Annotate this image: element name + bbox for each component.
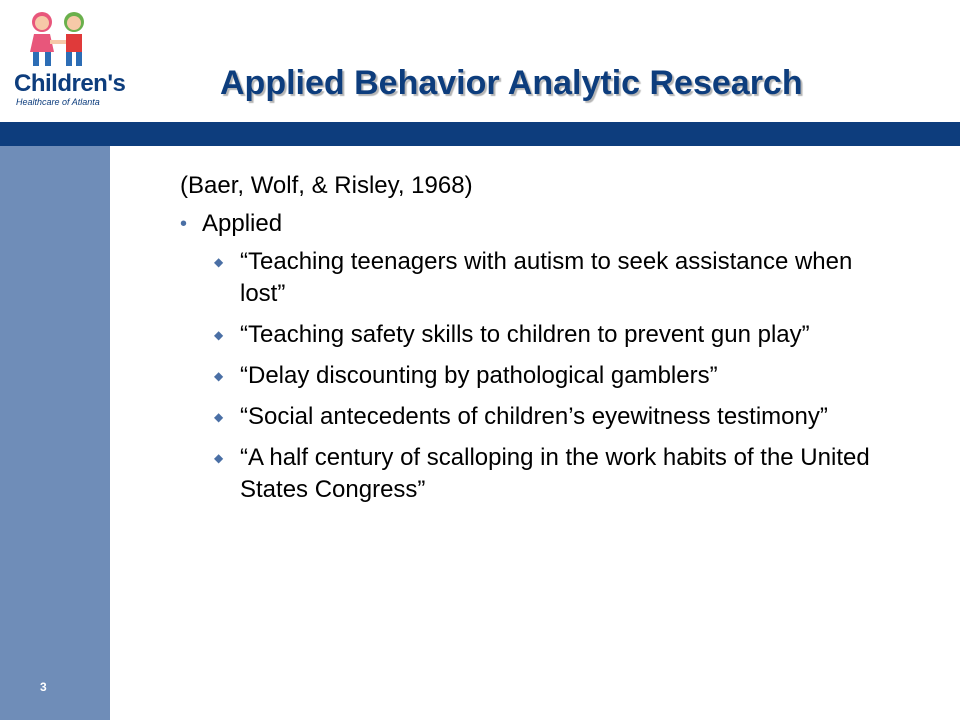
diamond-bullet-icon: ◆ [214, 410, 224, 424]
childrens-healthcare-logo [6, 8, 136, 108]
diamond-bullet-icon: ◆ [214, 255, 224, 269]
diamond-bullet-icon: ◆ [214, 369, 224, 383]
logo-tagline: Healthcare of Atlanta [16, 97, 100, 107]
header-band [0, 122, 960, 146]
sub-bullet [180, 319, 900, 351]
left-sidebar [0, 146, 110, 720]
slide-title: Applied Behavior Analytic Research [220, 64, 803, 102]
sub-bullet-text: “Delay discounting by pathological gamblers” [240, 362, 718, 389]
sub-bullet [180, 401, 900, 433]
bullet-applied [180, 208, 900, 240]
kids-figures-icon [6, 8, 136, 70]
diamond-bullet-icon: ◆ [214, 451, 224, 465]
citation: (Baer, Wolf, & Risley, 1968) [180, 172, 473, 199]
sub-bullet [180, 442, 900, 506]
sub-bullet-text: “Social antecedents of children’s eyewitness testimony” [240, 403, 828, 430]
sub-bullet-text: “A half century of scalloping in the work habits of the United States Congress” [240, 444, 870, 503]
diamond-bullet-icon: ◆ [214, 328, 224, 342]
round-bullet-icon: • [180, 213, 188, 235]
slide-number: 3 [40, 680, 47, 694]
sub-bullet [180, 246, 900, 310]
sub-bullet [180, 360, 900, 392]
bullet-label: Applied [202, 210, 283, 237]
sub-bullet-text: “Teaching teenagers with autism to seek assistance when lost” [240, 248, 853, 307]
slide-content [180, 170, 900, 515]
logo-wordmark: Children's [14, 70, 126, 97]
sub-bullet-text: “Teaching safety skills to children to prevent gun play” [240, 321, 810, 348]
